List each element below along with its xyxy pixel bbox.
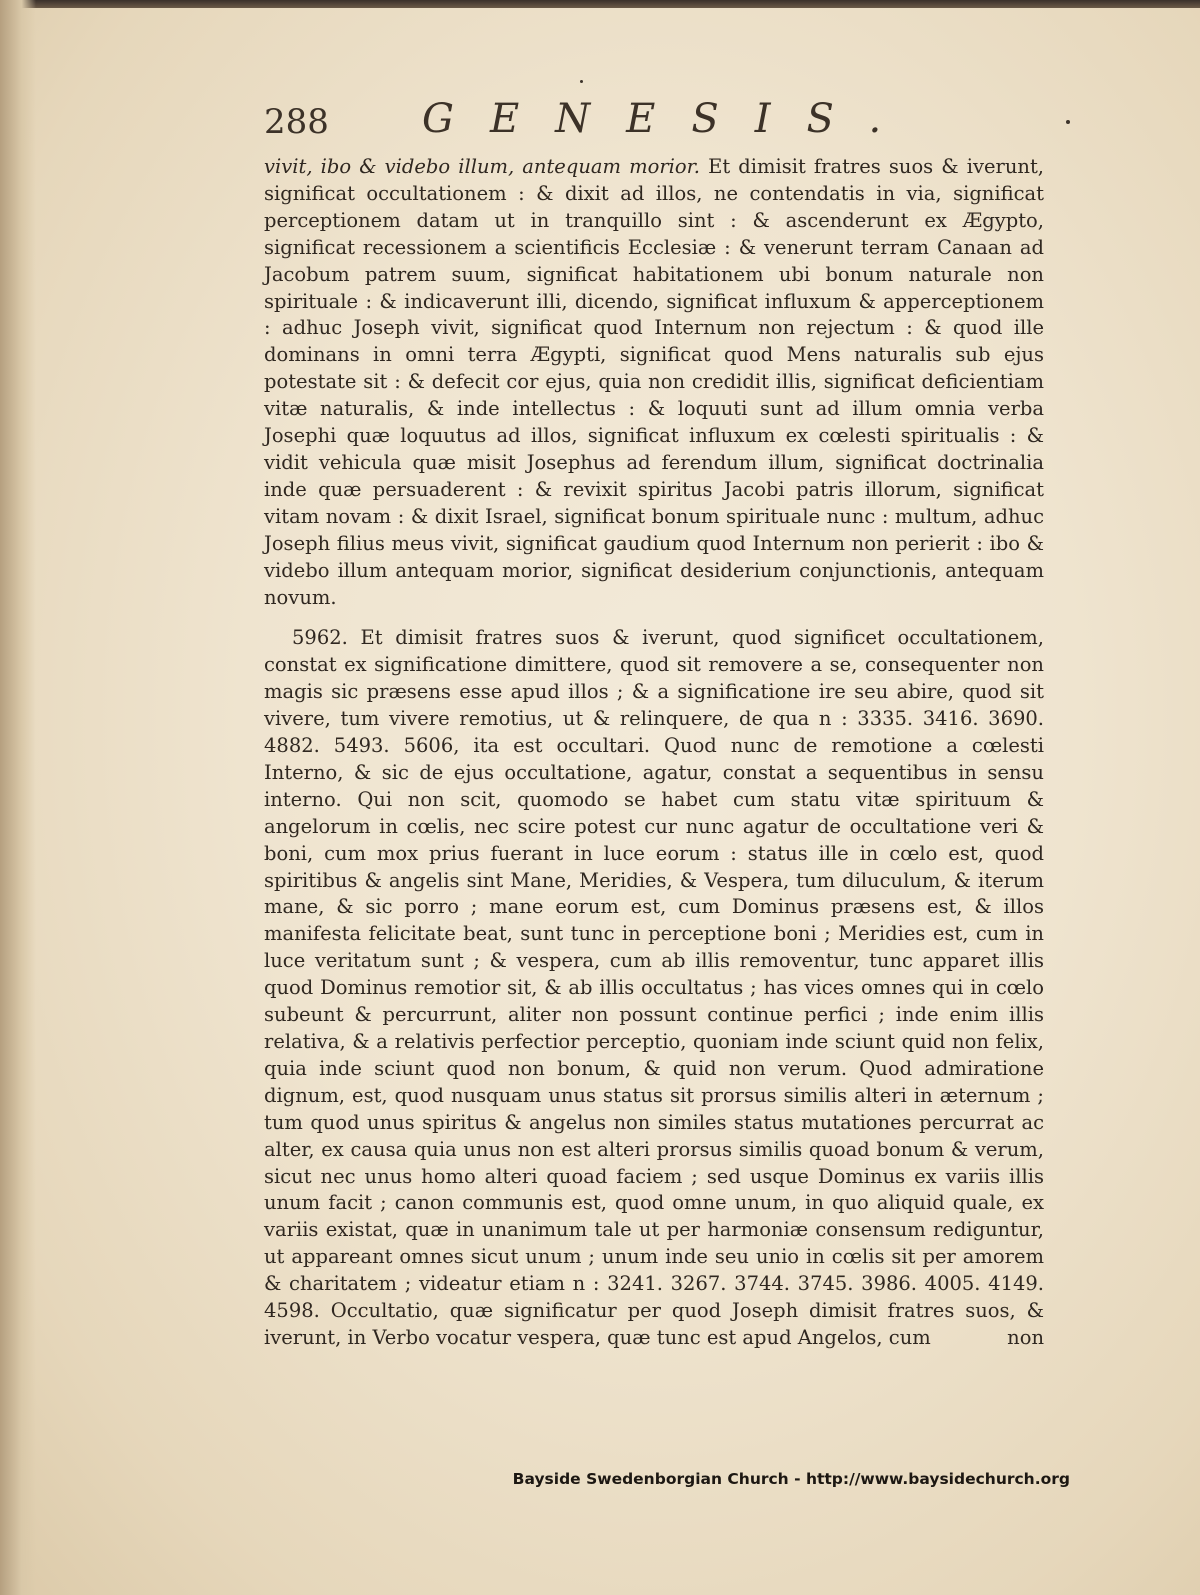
paragraph-summary	[264, 154, 1044, 611]
page-speck	[1066, 120, 1070, 124]
footer-watermark: Bayside Swedenborgian Church - http://www.baysidechurch.org	[512, 1470, 1070, 1488]
page-top-edge	[0, 0, 1200, 8]
body-text	[264, 154, 1044, 1352]
book-title: GENESIS.	[422, 96, 918, 142]
catchword: non	[1007, 1326, 1044, 1349]
page-speck	[580, 80, 583, 83]
paragraph-summary-text: Et dimisit fratres suos & iverunt, significat occultationem : & dixit ad illos, ne contendatis in via, significat perceptionem datam ut in tranquillo sint : & ascenderunt ex Ægypto, significat recessionem a scientificis Ecclesiæ : & venerunt terram Canaan ad Jacobum patrem suum, significat habitationem ubi bonum naturale non spirituale : & indicaverunt illi, dicendo, significat influxum & apperceptionem : adhuc Joseph vivit, significat quod Internum non rejectum : & quod ille dominans in omni terra Ægypti, significat quod Mens naturalis sub ejus potestate sit : & defecit cor ejus, quia non credidit illis, significat deficientiam vitæ naturalis, & inde intellectus : & loquuti sunt ad illum omnia verba Josephi quæ loquutus ad illos, significat influxum ex cœlesti spiritualis : & vidit vehicula quæ misit Josephus ad ferendum illum, significat doctrinalia inde quæ persuaderent : & revixit spiritus Jacobi patris illorum, significat vitam novam : & dixit Israel, significat bonum spirituale nunc : multum, adhuc Joseph filius meus vivit, significat gaudium quod Internum non perierit : ibo & videbo illum antequam morior, significat desiderium conjunctionis, antequam novum.	[264, 155, 1045, 609]
page-number: 288	[264, 102, 329, 142]
paragraph-lead-italic: vivit, ibo & videbo illum, antequam morior.	[264, 155, 701, 178]
page-binding-shadow	[0, 0, 36, 1595]
paragraph-5962: 5962. Et dimisit fratres suos & iverunt, quod significet occultationem, constat ex significatione dimittere, quod sit removere a se, consequenter non magis sic præsens esse apud illos ; & a significatione ire seu abire, quod sit vivere, tum vivere remotius, ut & relinquere, de qua n : 3335. 3416. 3690. 4882. 5493. 5606, ita est occultari. Quod nunc de remotione a cœlesti Interno, & sic de ejus occultatione, agatur, constat a sequentibus in sensu interno. Qui non scit, quomodo se habet cum statu vitæ spirituum & angelorum in cœlis, nec scire potest cur nunc agatur de occultatione veri & boni, cum mox prius fuerant in luce eorum : status ille in cœlo est, quod spiritibus & angelis sint Mane, Meridies, & Vespera, tum diluculum, & iterum mane, & sic porro ; mane eorum est, cum Dominus præsens est, & illos manifesta felicitate beat, sunt tunc in perceptione boni ; Meridies est, cum in luce veritatum sunt ; & vespera, cum ab illis removentur, tunc apparet illis quod Dominus remotior sit, & ab illis occultatus ; has vices omnes qui in cœlo subeunt & percurrunt, aliter non possunt continue perfici ; inde enim illis relativa, & a relativis perfectior perceptio, quoniam inde sciunt quid non felix, quia inde sciunt quod non bonum, & quid non verum. Quod admiratione dignum, est, quod nusquam unus status sit prorsus similis alteri in æternum ; tum quod unus spiritus & angelus non similes status mutationes percurrat ac alter, ex causa quia unus non est alteri prorsus similis quoad bonum & verum, sicut nec unus homo alteri quoad faciem ; sed usque Dominus ex variis illis unum facit ; canon communis est, quod omne unum, in quo aliquid quale, ex variis existat, quæ in unanimum tale ut per harmoniæ consensum rediguntur, ut appareant omnes sicut unum ; unum inde seu unio in cœlis sit per amorem & charitatem ; videatur etiam n : 3241. 3267. 3744. 3745. 3986. 4005. 4149. 4598. Occultatio, quæ significatur per quod Joseph dimisit fratres suos, & iverunt, in Verbo vocatur vespera, quæ tunc est apud Angelos, cum	[264, 626, 1044, 1349]
running-head	[264, 96, 1044, 146]
